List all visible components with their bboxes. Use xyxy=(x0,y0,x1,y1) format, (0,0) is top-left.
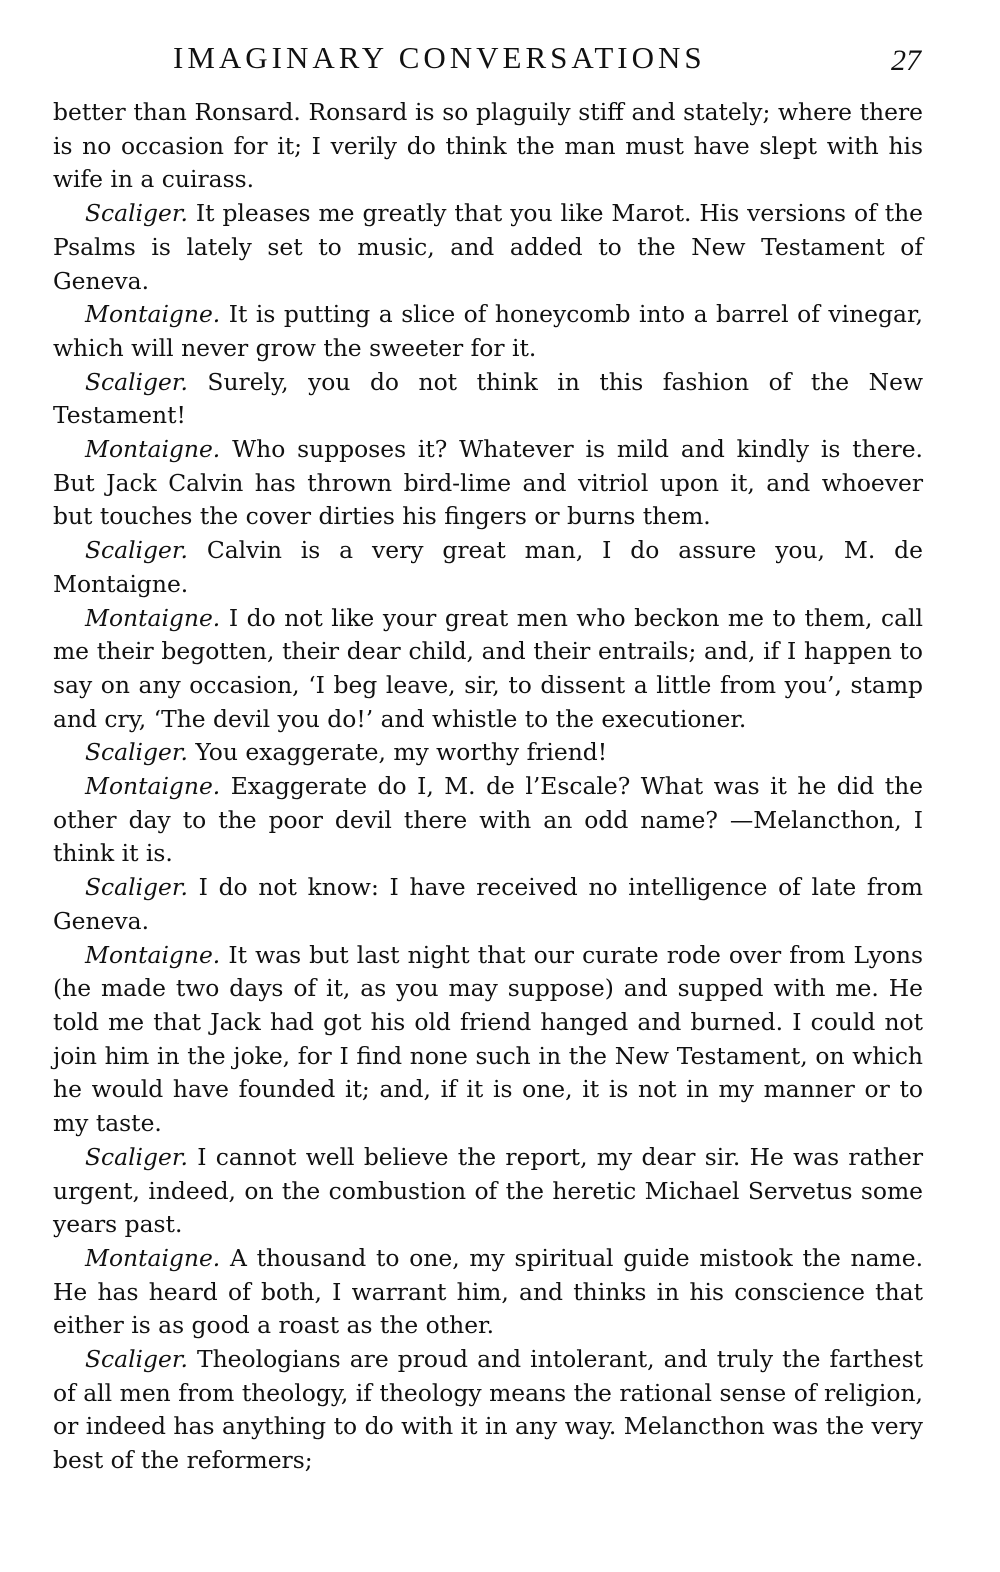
dialogue-paragraph xyxy=(53,770,923,871)
speaker-name: Scaliger. xyxy=(85,1142,188,1171)
dialogue-paragraph xyxy=(53,1141,923,1242)
speaker-name: Scaliger. xyxy=(85,536,188,565)
dialogue-paragraph xyxy=(53,366,923,433)
paragraph-text: Surely, you do not think in this fashion of the New Testament! xyxy=(53,367,923,430)
dialogue-paragraph xyxy=(53,197,923,298)
dialogue-paragraph xyxy=(53,871,923,938)
paragraph-text: I do not like your great men who beckon me to them, call me their begotten, their dear child, and their entrails; and, if I happen to say on any occasion, ‘I beg leave, sir, to dissent a little from you’, stamp and cry, ‘The devil you do!’ and whistle to the executioner. xyxy=(53,603,924,733)
speaker-name: Scaliger. xyxy=(85,1345,188,1374)
book-page xyxy=(53,34,923,1478)
dialogue-paragraph xyxy=(53,1343,923,1478)
speaker-name: Montaigne. xyxy=(85,772,221,801)
page-number: 27 xyxy=(891,44,921,77)
dialogue-paragraph xyxy=(53,534,923,601)
speaker-name: Montaigne. xyxy=(85,603,221,632)
dialogue-paragraph xyxy=(53,298,923,365)
paragraph-text: I cannot well believe the report, my dear sir. He was rather urgent, indeed, on the combustion of the heretic Michael Servetus some years past. xyxy=(53,1142,923,1239)
running-header xyxy=(53,34,923,96)
dialogue-paragraph xyxy=(53,1242,923,1343)
speaker-name: Scaliger. xyxy=(85,738,188,767)
speaker-name: Scaliger. xyxy=(85,873,188,902)
dialogue-paragraph xyxy=(53,939,923,1141)
paragraph-text: You exaggerate, my worthy friend! xyxy=(195,738,608,767)
speaker-name: Montaigne. xyxy=(85,300,221,329)
paragraph-text: A thousand to one, my spiritual guide mistook the name. He has heard of both, I warrant him, and thinks in his conscience that either is as good a roast as the other. xyxy=(53,1243,923,1340)
speaker-name: Scaliger. xyxy=(85,367,188,396)
paragraph-text: It is putting a slice of honeycomb into a barrel of vinegar, which will never grow the sweeter for it. xyxy=(53,300,923,362)
dialogue-text xyxy=(53,96,923,1478)
paragraph-text: better than Ronsard. Ronsard is so plaguily stiff and stately; where there is no occasion for it; I verily do think the man must have slept with his wife in a cuirass. xyxy=(53,98,923,194)
speaker-name: Scaliger. xyxy=(85,199,188,228)
paragraph-text: I do not know: I have received no intelligence of late from Geneva. xyxy=(53,873,923,935)
dialogue-paragraph xyxy=(53,736,923,770)
paragraph-text: Exaggerate do I, M. de l’Escale? What was it he did the other day to the poor devil there with an odd name? —Melancthon, I think it is. xyxy=(53,772,923,868)
speaker-name: Montaigne. xyxy=(85,1243,221,1272)
paragraph-text: Theologians are proud and intolerant, and truly the farthest of all men from theology, if theology means the rational sense of religion, or indeed has anything to do with it in any way. Melancthon was the very best of the reformers; xyxy=(53,1345,923,1475)
paragraph-text: Calvin is a very great man, I do assure you, M. de Montaigne. xyxy=(53,536,923,598)
paragraph-text: It pleases me greatly that you like Marot. His versions of the Psalms is lately set to music, and added to the New Testament of Geneva. xyxy=(53,199,923,295)
dialogue-paragraph xyxy=(53,602,923,737)
dialogue-paragraph xyxy=(53,433,923,534)
speaker-name: Montaigne. xyxy=(85,940,221,969)
paragraph-text: It was but last night that our curate rode over from Lyons (he made two days of it, as you may suppose) and supped with me. He told me that Jack had got his old friend hanged and burned. I could not join him in the joke, for I find none such in the New Testament, on which he would have founded it; and, if it is one, it is not in my manner or to my taste. xyxy=(53,940,923,1138)
speaker-name: Montaigne. xyxy=(85,435,221,464)
paragraph-text: Who supposes it? Whatever is mild and kindly is there. But Jack Calvin has thrown bird-lime and vitriol upon it, and whoever but touches the cover dirties his fingers or burns them. xyxy=(53,435,923,531)
running-title: IMAGINARY CONVERSATIONS xyxy=(173,40,706,75)
dialogue-paragraph xyxy=(53,96,923,197)
